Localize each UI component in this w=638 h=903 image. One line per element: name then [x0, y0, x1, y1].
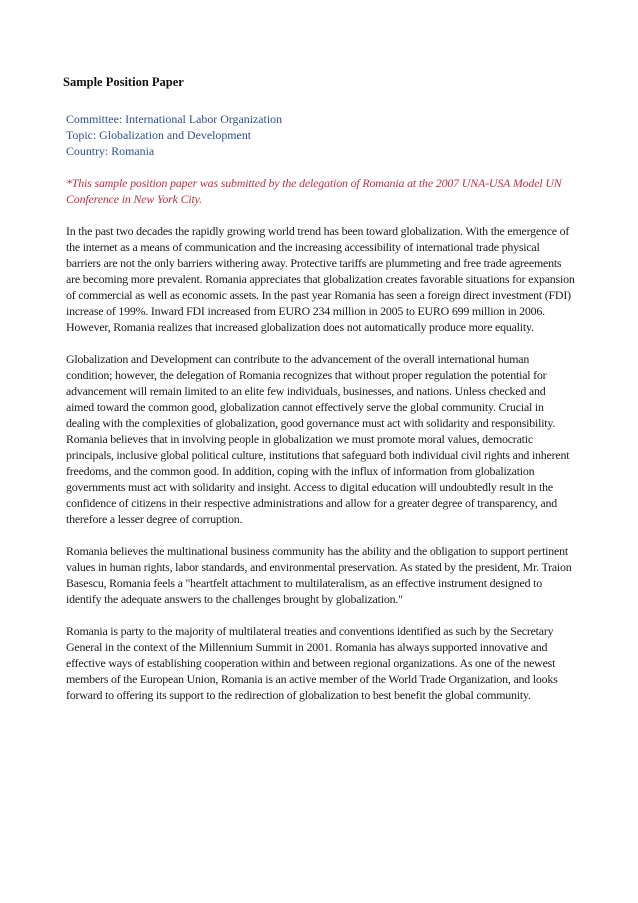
document-body	[66, 111, 576, 703]
country-line: Country: Romania	[66, 144, 155, 158]
paragraph-1: In the past two decades the rapidly growing world trend has been toward globalization. With the emergence of the internet as a means of communication and the increasing accessibility of international trade physical barriers are not the only barriers withering away. Protective tariffs are plummeting and free trade agreements are becoming more prevalent. Romania appreciates that globalization creates favorable situations for expansion of commercial as well as economic assets. In the past year Romania has seen a foreign direct investment (FDI) increase of 199%. Inward FDI increased from EURO 234 million in 2005 to EURO 699 million in 2006. However, Romania realizes that increased globalization does not automatically produce more equality.	[66, 224, 575, 334]
topic-line: Topic: Globalization and Development	[66, 128, 252, 142]
document-meta	[66, 111, 576, 159]
document-title: Sample Position Paper	[63, 75, 184, 89]
paragraph-3: Romania believes the multinational business community has the ability and the obligation to support pertinent values in human rights, labor standards, and environmental preservation. As stated by the president, Mr. Traion Basescu, Romania feels a "heartfelt attachment to multilateralism, as an effective instrument designed to identify the adequate answers to the challenges brought by globalization."	[66, 544, 572, 606]
submission-note: *This sample position paper was submitted by the delegation of Romania at the 2007 UNA-USA Model UN Conference in New York City.	[66, 176, 562, 206]
committee-line: Committee: International Labor Organization	[66, 112, 283, 126]
paragraph-4: Romania is party to the majority of multilateral treaties and conventions identified as such by the Secretary General in the context of the Millennium Summit in 2001. Romania has always supported innovative and effective ways of establishing cooperation within and between regional organizations. As one of the newest members of the European Union, Romania is an active member of the World Trade Organization, and looks forward to offering its support to the redirection of globalization to best benefit the global community.	[66, 624, 558, 702]
paragraph-2: Globalization and Development can contribute to the advancement of the overall international human condition; however, the delegation of Romania recognizes that without proper regulation the potential for advancement will remain limited to an elite few individuals, businesses, and nations. Unless checked and aimed toward the common good, globalization cannot effectively serve the global community. Crucial in dealing with the complexities of globalization, good governance must act with solidarity and responsibility. Romania believes that in involving people in globalization we must promote moral values, democratic principals, inclusive global political culture, institutions that safeguard both individual civil rights and inherent freedoms, and the common good. In addition, coping with the influx of information from globalization governments must act with solidarity and insight. Access to digital education will undoubtedly result in the confidence of citizens in their respective administrations and allow for a greater degree of transparency, and therefore a lesser degree of corruption.	[66, 352, 570, 526]
